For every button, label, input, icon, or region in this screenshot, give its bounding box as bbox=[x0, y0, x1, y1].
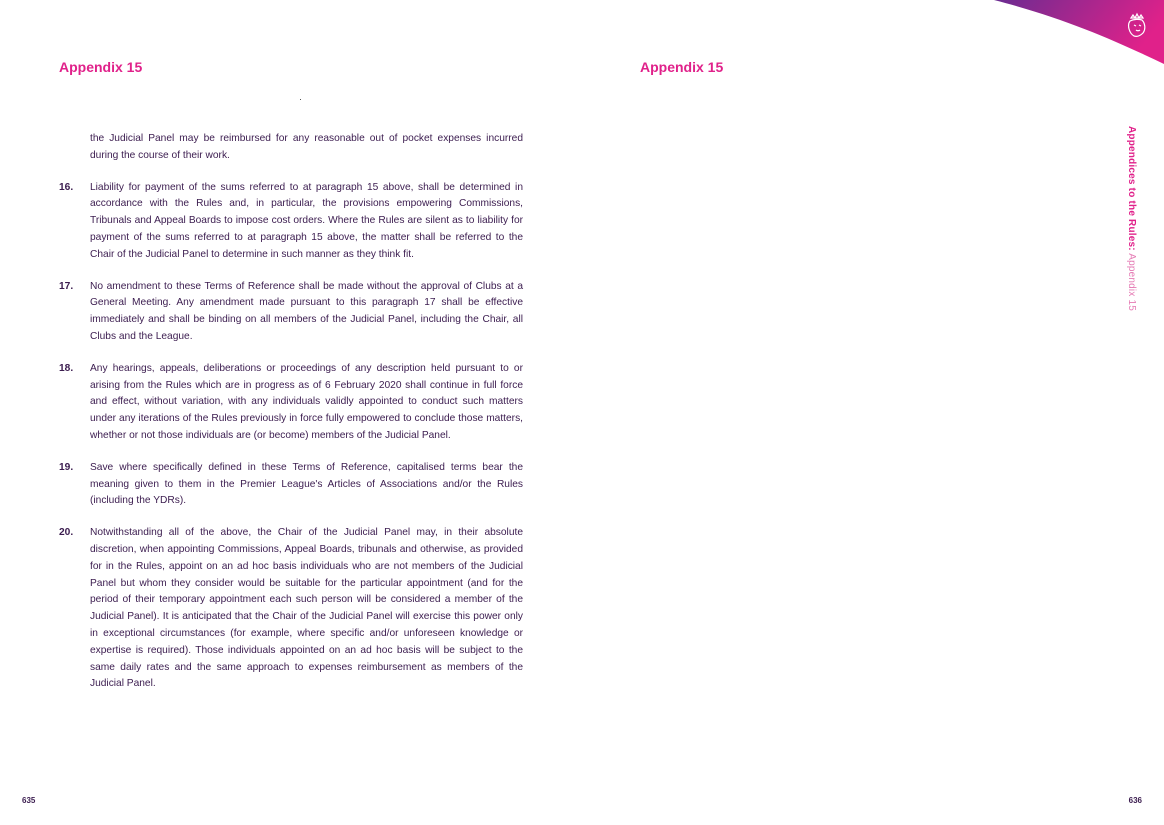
terms-body bbox=[59, 131, 523, 693]
appendix-title: Appendix 15 bbox=[640, 59, 724, 75]
paragraph-number: 18. bbox=[59, 362, 74, 374]
right-page bbox=[582, 0, 1164, 825]
paragraph-number: 19. bbox=[59, 461, 74, 473]
paragraph-text: Notwithstanding all of the above, the Chair of the Judicial Panel may, in their absolute discretion, when appointing Commissions, Appeal Boards, tribunals and otherwise, as provided for in the Rules, appoint on an ad hoc basis individuals who are not members of the Judicial Panel but whom they consider would be suitable for the particular appointment (and for the period of their temporary appointment each such person will be considered a member of the Judicial Panel). It is anticipated that the Chair of the Judicial Panel will exercise this power only in exceptional circumstances (for example, where specific and/or unforeseen knowledge or expertise is required). Those individuals appointed on an ad hoc basis will be subject to the same daily rates and the same approach to expenses reimbursement as members of the Judicial Panel. bbox=[90, 527, 523, 690]
stray-dot bbox=[300, 99, 301, 100]
appendix-title: Appendix 15 bbox=[59, 59, 143, 75]
paragraph-19 bbox=[59, 460, 523, 510]
page-number-left: 635 bbox=[22, 796, 36, 805]
side-tab-section: Appendices to the Rules: bbox=[1126, 126, 1137, 251]
paragraph-20 bbox=[59, 525, 523, 693]
paragraph-text: No amendment to these Terms of Reference shall be made without the approval of Clubs at a General Meeting. Any amendment made pursuant to this paragraph 17 shall be effective immediately and shall be binding on all members of the Judicial Panel, including the Chair, all Clubs and the League. bbox=[90, 280, 523, 342]
paragraph-number: 17. bbox=[59, 280, 74, 292]
section-side-tab bbox=[1126, 126, 1137, 311]
paragraph-number: 20. bbox=[59, 527, 74, 539]
paragraph-text: Any hearings, appeals, deliberations or proceedings of any description held pursuant to or arising from the Rules which are in progress as of 6 February 2020 shall continue in full force and effect, without variation, with any individuals validly appointed to conduct such matters under any iterations of the Rules previously in force fully empowered to conclude those matters, whether or not those individuals are (or become) members of the Judicial Panel. bbox=[90, 362, 523, 441]
corner-swoosh bbox=[994, 0, 1164, 70]
side-tab-appendix: Appendix 15 bbox=[1126, 250, 1137, 312]
paragraph-16 bbox=[59, 180, 523, 264]
paragraph-17 bbox=[59, 279, 523, 346]
paragraph-18 bbox=[59, 361, 523, 445]
page-number-right: 636 bbox=[1128, 796, 1142, 805]
continuation-text: the Judicial Panel may be reimbursed for any reasonable out of pocket expenses incurred during the course of their work. bbox=[90, 133, 523, 161]
paragraph-text: Liability for payment of the sums referred to at paragraph 15 above, shall be determined in accordance with the Rules and, in particular, the provisions empowering Commissions, Tribunals and Appeal Boards to impose cost orders. Where the Rules are silent as to liability for payment of the sums referred to at paragraph 15 above, the matter shall be referred to the Chair of the Judicial Panel to determine in such manner as they think fit. bbox=[90, 181, 523, 260]
paragraph-text: Save where specifically defined in these Terms of Reference, capitalised terms bear the meaning given to them in the Premier League's Articles of Associations and/or the Rules (including the YDRs). bbox=[90, 461, 523, 507]
paragraph-number: 16. bbox=[59, 181, 74, 193]
